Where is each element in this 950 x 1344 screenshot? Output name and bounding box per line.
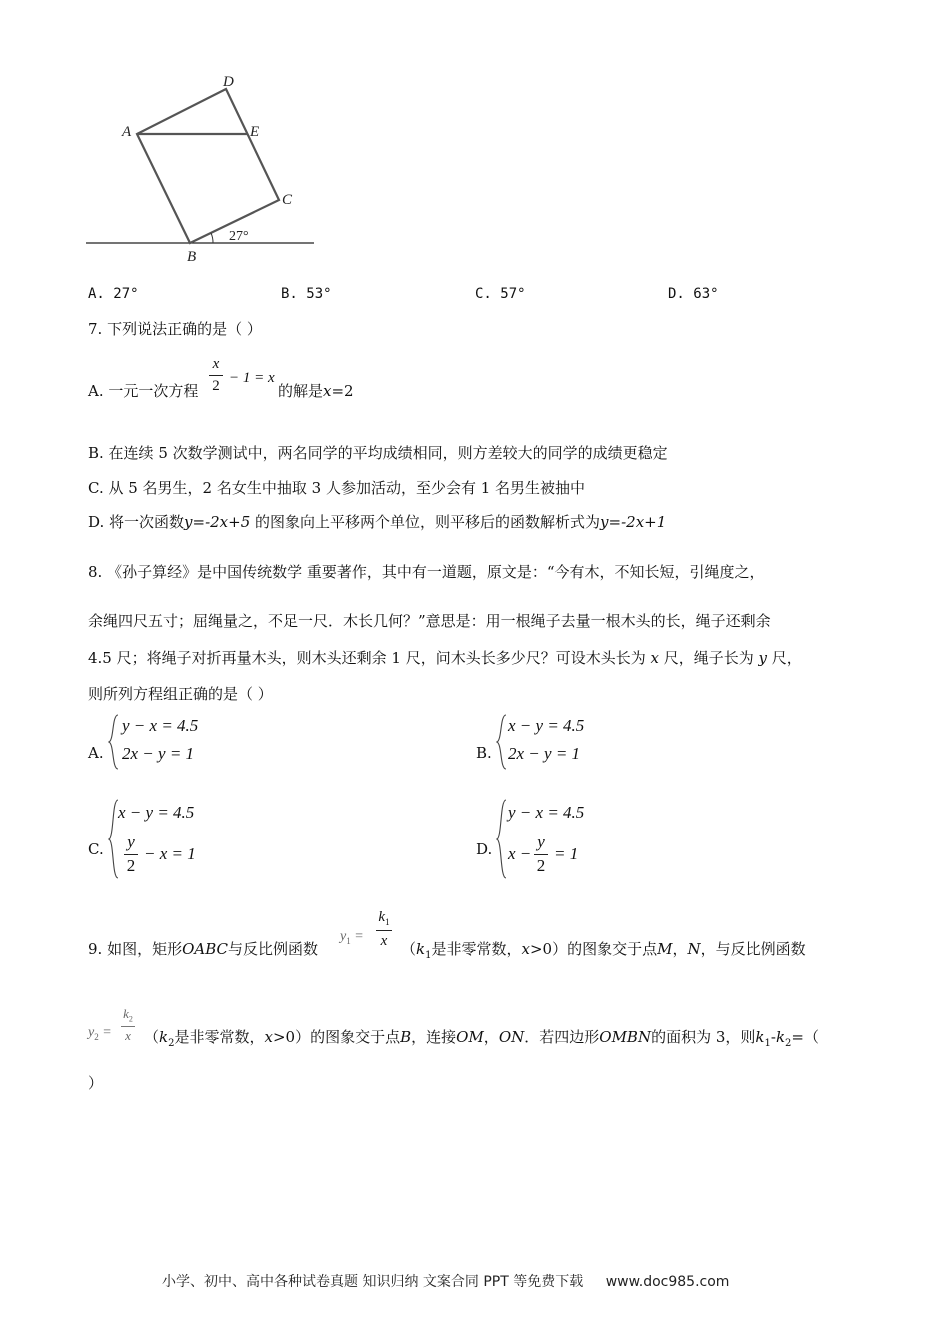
q8-line3 [88, 647, 802, 668]
footer-text: 小学、初中、高中各种试卷真题 知识归纳 文案合同 PPT 等免费下载 [162, 1274, 584, 1290]
q9-y2-var: y [88, 1025, 95, 1040]
q6-option-d: D. 63° [668, 286, 719, 302]
q9-line2-h: =（ [791, 1028, 819, 1046]
label-c: C [282, 192, 293, 208]
q9-line2-c: >0）的图象交于点 [272, 1028, 401, 1046]
q8-line3-y: y [753, 649, 772, 667]
q8-d-fraction [534, 833, 548, 875]
q7-a-prefix: A. 一元一次方程 [88, 382, 199, 400]
q9-part4: 是非零常数， [431, 940, 522, 958]
footer-url[interactable]: www.doc985.com [605, 1274, 730, 1290]
q7-d-prefix: D. 将一次函数 [88, 513, 185, 531]
q7-a-suffix [278, 380, 354, 401]
q8-b-eq2: 2x − y = 1 [508, 744, 581, 763]
q9-y1-sub: 1 [346, 935, 351, 946]
brace-icon [108, 714, 120, 770]
q8-c-eq2-rest: − x = 1 [144, 844, 196, 863]
label-e: E [250, 124, 260, 140]
q8-d-label: D. [476, 840, 493, 858]
q9-k2-sub: 2 [168, 1038, 175, 1049]
q9-kk2: k [775, 1028, 786, 1046]
q9-oabc: OABC [182, 940, 229, 958]
q9-k1-fraction [376, 909, 392, 949]
q8-a-label: A. [88, 744, 104, 762]
q7-a-eq: − 1 = x [229, 370, 275, 386]
label-b: B [187, 249, 197, 265]
q7-option-c: C. 从 5 名男生，2 名女生中抽取 3 人参加活动，至少会有 1 名男生被抽中 [88, 479, 586, 497]
q9-line2-d: ，连接 [411, 1028, 457, 1046]
q6-option-c: C. 57° [475, 286, 526, 302]
q8-line2: 余绳四尺五寸；屈绳量之，不足一尺．木长几何？”意思是：用一根绳子去量一根木头的长，绳子还剩余 [88, 612, 771, 630]
q8-b-eq1: x − y = 4.5 [508, 716, 585, 735]
q9-k1-sub: 1 [425, 950, 432, 961]
q9-line2-a: （ [144, 1028, 160, 1046]
label-d: D [223, 74, 234, 90]
q7-d-mid: 的图象向上平移两个单位，则平移后的函数解析式为 [250, 513, 601, 531]
q8-option-b [476, 712, 696, 772]
q9-b: B [400, 1028, 412, 1046]
q9-line1-text-a [88, 938, 318, 959]
q8-c-den: 2 [126, 855, 136, 875]
q9-part5: >0）的图象交于点 [529, 940, 658, 958]
q8-option-c [88, 797, 308, 882]
q7-a-sol-val: =2 [331, 382, 354, 400]
q9-line2 [88, 1005, 888, 1055]
q9-ombn: OMBN [599, 1028, 652, 1046]
geometry-figure [80, 70, 330, 270]
q9-k2-den: x [125, 1028, 131, 1044]
q9-line2-x: x [264, 1028, 273, 1046]
q8-d-den: 2 [536, 855, 546, 875]
q9-kk: k [755, 1028, 765, 1046]
q8-line1: 8. 《孙子算经》是中国传统数学 重要著作，其中有一道题，原文是：“今有木，不知长短，引绳度之， [88, 563, 765, 581]
q8-option-a [88, 712, 308, 772]
q9-part2: 与反比例函数 [228, 940, 319, 958]
q7-a-fraction [209, 356, 223, 394]
q9-line2-text [144, 1026, 819, 1049]
q9-om: OM [456, 1028, 484, 1046]
q9-line2-f: ．若四边形 [524, 1028, 600, 1046]
q7-stem: 7. 下列说法正确的是（ ） [88, 320, 262, 338]
q8-a-eq1: y − x = 4.5 [122, 716, 199, 735]
angle-arc [211, 233, 213, 243]
q9-line2-g: 的面积为 3，则 [651, 1028, 756, 1046]
q8-d-eq2-rest: = 1 [554, 844, 579, 863]
brace-icon [496, 799, 508, 879]
q9-k2-num-sub: 2 [128, 1014, 133, 1024]
q9-line1-text-b [401, 938, 806, 961]
rectangle-abcd [137, 89, 279, 243]
q9-line1 [88, 905, 888, 965]
q8-line3-c: 尺， [771, 649, 802, 667]
q9-k2-fraction [121, 1007, 135, 1044]
q6-option-b: B. 53° [281, 286, 332, 302]
q9-on: ON [498, 1028, 525, 1046]
brace-icon [496, 714, 508, 770]
q7-d-fn1: y=-2x+5 [184, 513, 251, 531]
q8-c-label: C. [88, 840, 104, 858]
q9-n: N [687, 940, 701, 958]
q7-a-num: x [212, 356, 220, 372]
q9-m: M [657, 940, 673, 958]
q8-a-eq2: 2x − y = 1 [122, 744, 195, 763]
q8-line4: 则所列方程组正确的是（ ） [88, 685, 273, 703]
q9-kk2-sub: 2 [785, 1038, 792, 1049]
q6-option-a: A. 27° [88, 286, 139, 302]
q9-part1: 9. 如图，矩形 [88, 940, 183, 958]
q8-d-num: y [537, 832, 545, 851]
q9-part3: （ [401, 940, 417, 958]
q7-option-a [88, 354, 354, 404]
q9-y2-sub: 2 [94, 1031, 99, 1042]
q8-line3-x: x [645, 649, 664, 667]
q9-k1-num: k [378, 909, 386, 925]
q7-a-suffix-text: 的解是 [278, 382, 324, 400]
q8-c-num: y [127, 832, 135, 851]
q8-line3-b: 尺，绳子长为 [663, 649, 754, 667]
q9-part6: ，与反比例函数 [700, 940, 806, 958]
q8-option-d [476, 797, 696, 882]
q7-d-fn2: y=-2x+1 [600, 513, 667, 531]
label-a: A [122, 124, 132, 140]
q8-d-eq1: y − x = 4.5 [508, 803, 585, 822]
q9-kk1: 1 [764, 1038, 771, 1049]
q9-y1-var: y [340, 929, 347, 944]
q9-y1: $y_1$ = [340, 929, 364, 946]
q9-k1-num-sub: 1 [385, 917, 390, 927]
q9-k2: k [159, 1028, 169, 1046]
q9-k2-num: k [123, 1006, 129, 1021]
q9-line2-e: ， [483, 1028, 499, 1046]
q7-a-sol: x [323, 382, 332, 400]
q8-c-fraction [124, 833, 138, 875]
q8-d-eq2-pre: x − [508, 844, 532, 863]
footer [162, 1271, 729, 1291]
q7-option-d [88, 511, 666, 532]
q9-comma: ， [672, 940, 688, 958]
q9-line2-b: 是非零常数， [174, 1028, 265, 1046]
q9-k1-den: x [380, 932, 388, 949]
q9-y2: $y_2$ = [88, 1025, 112, 1042]
q9-kk-mid: - [770, 1028, 776, 1046]
q8-line3-a: 4.5 尺；将绳子对折再量木头，则木头还剩余 1 尺，问木头长多少尺？可设木头长为 [88, 649, 646, 667]
q9-x: x [521, 940, 530, 958]
q8-b-label: B. [476, 744, 492, 762]
q7-option-b: B. 在连续 5 次数学测试中，两名同学的平均成绩相同，则方差较大的同学的成绩更稳定 [88, 444, 668, 462]
q9-k1: k [416, 940, 426, 958]
q7-a-den: 2 [212, 377, 220, 394]
q9-line3: ） [88, 1074, 104, 1092]
angle-label: 27° [229, 229, 249, 244]
q8-c-eq1: x − y = 4.5 [118, 803, 195, 822]
